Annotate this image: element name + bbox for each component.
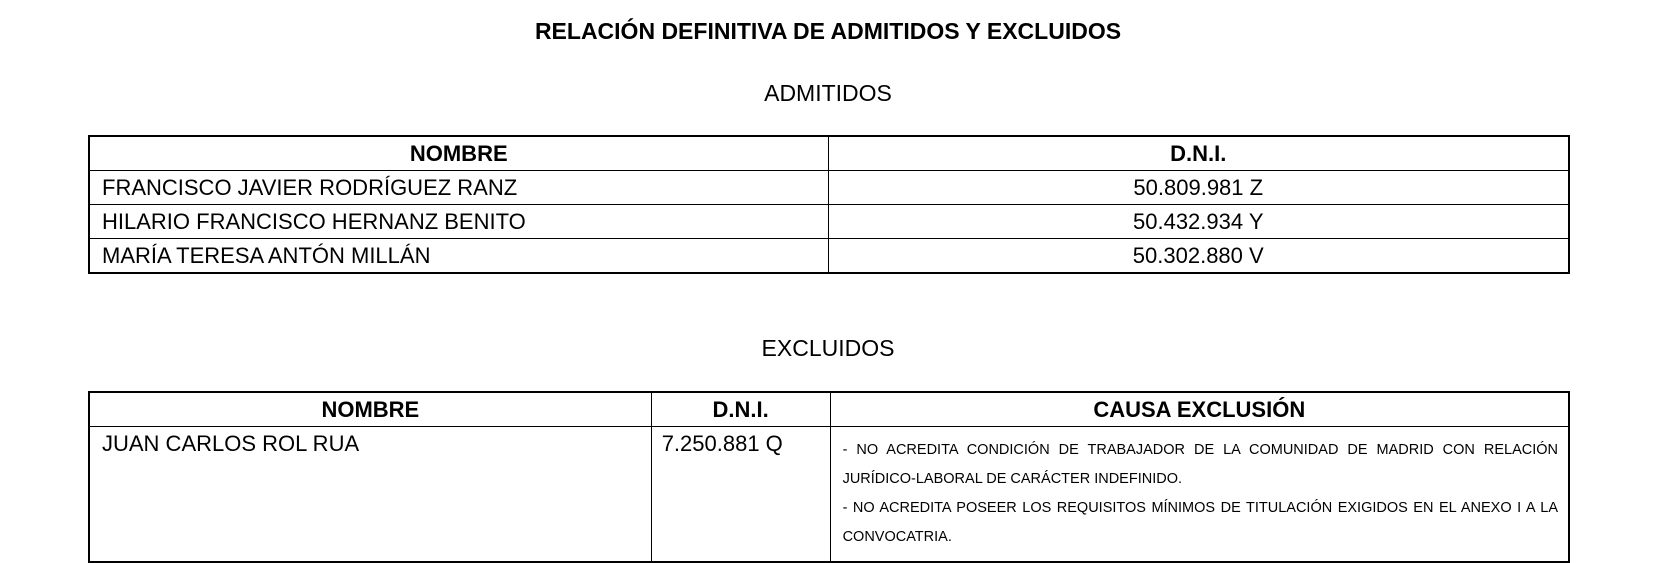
cell-nombre: MARÍA TERESA ANTÓN MILLÁN	[89, 239, 828, 274]
exclusion-reason: - NO ACREDITA POSEER LOS REQUISITOS MÍNIMOS DE TITULACIÓN EXIGIDOS EN EL ANEXO I A LA CONVOCATRIA.	[842, 500, 1558, 545]
table-row	[89, 427, 1569, 563]
column-header-causa-exclusion: CAUSA EXCLUSIÓN	[830, 392, 1569, 427]
table-row	[89, 205, 1569, 239]
column-header-dni: D.N.I.	[828, 136, 1569, 171]
cell-causa-exclusion	[830, 427, 1569, 563]
admitidos-table	[88, 135, 1570, 274]
cell-dni: 50.302.880 V	[828, 239, 1569, 274]
cell-dni: 50.432.934 Y	[828, 205, 1569, 239]
table-row	[89, 239, 1569, 274]
table-row	[89, 171, 1569, 205]
exclusion-reason: - NO ACREDITA CONDICIÓN DE TRABAJADOR DE LA COMUNIDAD DE MADRID CON RELACIÓN JURÍDICO-LABORAL DE CARÁCTER INDEFINIDO.	[842, 442, 1558, 487]
cell-nombre: FRANCISCO JAVIER RODRÍGUEZ RANZ	[89, 171, 828, 205]
column-header-dni: D.N.I.	[651, 392, 830, 427]
admitidos-heading: ADMITIDOS	[764, 80, 892, 106]
cell-dni: 7.250.881 Q	[651, 427, 830, 563]
table-header-row	[89, 392, 1569, 427]
excluidos-table	[88, 391, 1570, 563]
column-header-nombre: NOMBRE	[89, 392, 651, 427]
excluidos-heading: EXCLUIDOS	[761, 335, 895, 361]
column-header-nombre: NOMBRE	[89, 136, 828, 171]
cell-nombre: HILARIO FRANCISCO HERNANZ BENITO	[89, 205, 828, 239]
cell-nombre: JUAN CARLOS ROL RUA	[89, 427, 651, 563]
document-title: RELACIÓN DEFINITIVA DE ADMITIDOS Y EXCLUIDOS	[534, 18, 1122, 44]
cell-dni: 50.809.981 Z	[828, 171, 1569, 205]
table-header-row	[89, 136, 1569, 171]
